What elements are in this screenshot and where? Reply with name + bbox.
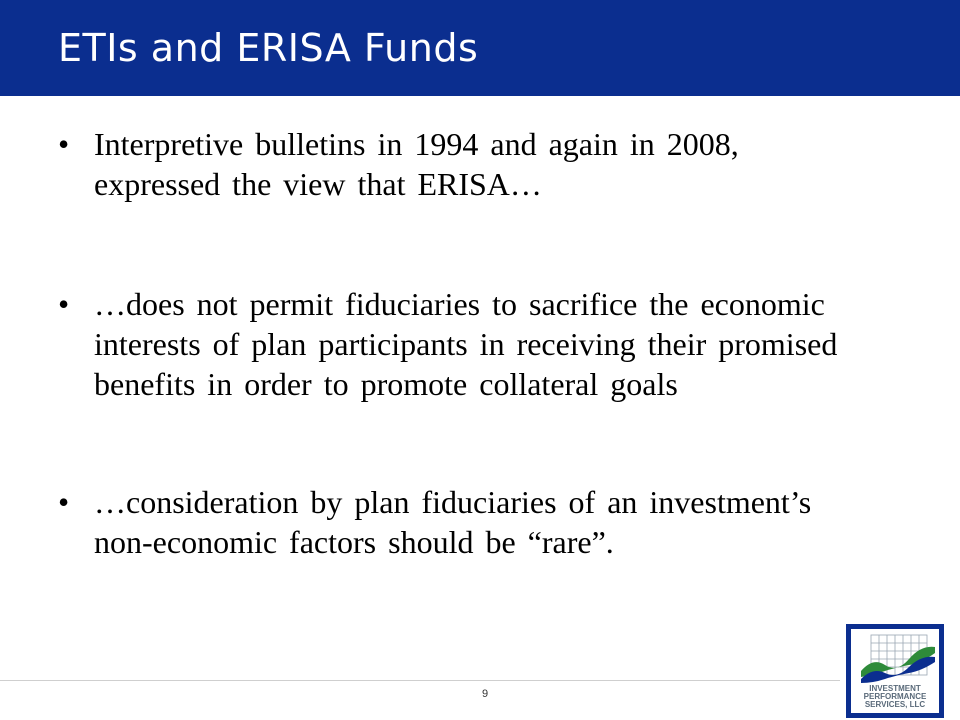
footer-divider bbox=[0, 680, 840, 681]
bullet-text: …does not permit fiduciaries to sacrifice the economic interests of plan participants in receiving their promised benefits in order to promote collateral goals bbox=[94, 286, 838, 402]
bullet-item bbox=[58, 284, 858, 404]
bullet-text: Interpretive bulletins in 1994 and again in 2008, expressed the view that ERISA… bbox=[94, 126, 739, 202]
chart-grid-arrow-icon bbox=[851, 631, 939, 685]
bullet-list bbox=[58, 124, 858, 562]
logo-text: INVESTMENT PERFORMANCE SERVICES, LLC bbox=[863, 684, 927, 709]
company-logo bbox=[846, 624, 944, 718]
bullet-text: …consideration by plan fiduciaries of an investment’s non-economic factors should be “rare”. bbox=[94, 484, 812, 560]
bullet-item bbox=[58, 482, 858, 562]
page-number: 9 bbox=[481, 688, 489, 700]
title-bar bbox=[0, 0, 960, 96]
bullet-dot: • bbox=[58, 126, 70, 162]
slide-title: ETIs and ERISA Funds bbox=[58, 26, 479, 70]
bullet-dot: • bbox=[58, 484, 70, 520]
bullet-dot: • bbox=[58, 286, 70, 322]
bullet-item bbox=[58, 124, 858, 204]
